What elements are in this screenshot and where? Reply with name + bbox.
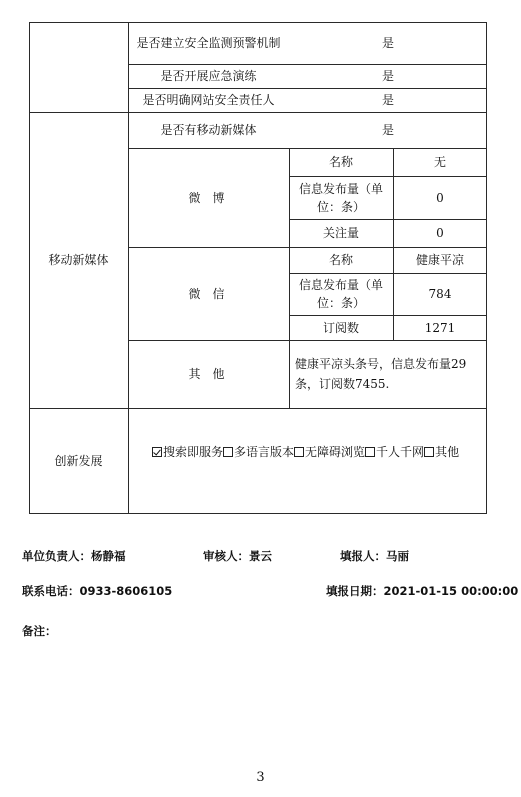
innovation-label: 创新发展 [54, 454, 103, 468]
has-mobile-value: 是 [381, 123, 394, 137]
weibo-name-value: 无 [433, 155, 446, 169]
owner-value: 是 [381, 93, 394, 107]
option-personalized[interactable]: 千人千网 [365, 443, 424, 461]
wechat-name-value: 健康平凉 [415, 253, 464, 267]
contact-phone: 联系电话：0933-8606105 [22, 584, 173, 598]
drill-label: 是否开展应急演练 [160, 69, 257, 83]
checkbox-icon[interactable] [365, 447, 375, 457]
drill-value: 是 [381, 69, 394, 83]
weibo-name-label: 名称 [328, 155, 353, 169]
option-search-service[interactable]: 搜索即服务 [152, 443, 223, 461]
has-mobile-label: 是否有移动新媒体 [160, 123, 257, 137]
reporter: 填报人：马丽 [340, 549, 409, 563]
innovation-options [128, 408, 487, 496]
monitoring-value: 是 [381, 36, 394, 50]
option-accessibility[interactable]: 无障碍浏览 [294, 443, 365, 461]
wechat-posts-value: 784 [428, 287, 452, 301]
wechat-posts-label: 信息发布量（单位：条） [299, 278, 384, 310]
owner-label: 是否明确网站安全责任人 [142, 93, 275, 107]
wechat-label: 微信 [188, 286, 237, 301]
option-other[interactable]: 其他 [424, 443, 459, 461]
reviewer: 审核人：景云 [203, 549, 272, 563]
weibo-followers-value: 0 [436, 226, 444, 240]
checkbox-icon[interactable] [424, 447, 434, 457]
weibo-followers-label: 关注量 [322, 226, 359, 240]
checkbox-icon[interactable] [223, 447, 233, 457]
weibo-posts-value: 0 [436, 190, 444, 205]
other-label: 其他 [188, 367, 237, 381]
wechat-name-label: 名称 [328, 253, 353, 267]
option-multilanguage[interactable]: 多语言版本 [223, 443, 294, 461]
weibo-posts-label: 信息发布量（单位：条） [299, 181, 384, 214]
mobile-media-section-label: 移动新媒体 [48, 253, 109, 267]
note-label: 备注： [22, 624, 57, 638]
unit-head: 单位负责人：杨静福 [22, 549, 126, 563]
checkbox-icon[interactable] [294, 447, 304, 457]
monitoring-label: 是否建立安全监测预警机制 [136, 35, 281, 50]
checkbox-checked-icon[interactable] [152, 447, 162, 457]
other-value: 健康平凉头条号，信息发布量29条，订阅数7455. [295, 357, 467, 391]
weibo-label: 微博 [188, 190, 237, 205]
wechat-subs-value: 1271 [424, 320, 456, 335]
wechat-subs-label: 订阅数 [322, 320, 359, 335]
report-date: 填报日期：2021-01-15 00:00:00 [326, 584, 519, 598]
page-number: 3 [256, 770, 265, 785]
